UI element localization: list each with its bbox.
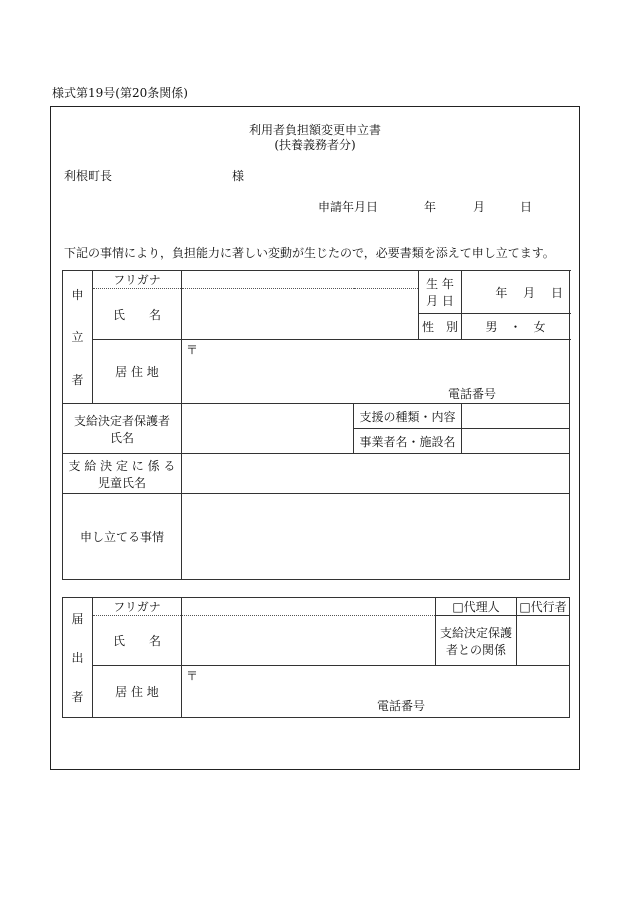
applicant-address-label: 居 住 地 <box>93 340 182 404</box>
child-name-field[interactable] <box>182 454 570 494</box>
applicant-name-field[interactable] <box>182 289 419 340</box>
notifier-address-field[interactable] <box>182 666 570 718</box>
notifier-furigana-label: フリガナ <box>93 598 182 616</box>
intro-text: 下記の事情により，負担能力に著しい変動が生じたので，必要書類を添えて申し立てます。 <box>64 246 555 260</box>
relation-label: 支給決定保護 者との関係 <box>436 616 517 666</box>
provider-label: 事業者名・施設名 <box>354 429 462 454</box>
date-month: 月 <box>473 200 486 214</box>
gender-label: 性 別 <box>419 314 462 340</box>
date-label: 申請年月日 <box>318 200 379 214</box>
support-type-label: 支援の種類・内容 <box>354 404 462 429</box>
circumstances-field[interactable] <box>182 494 570 580</box>
form-subtitle: (扶養義務者分) <box>274 138 356 152</box>
applicant-furigana-field[interactable] <box>182 271 419 289</box>
provider-field[interactable] <box>462 429 570 454</box>
applicant-phone-label: 電話番号 <box>448 387 497 401</box>
circumstances-label: 申し立てる事情 <box>63 494 182 580</box>
birth-date-field[interactable]: 年 月 日 <box>462 271 570 314</box>
date-day: 日 <box>520 200 533 214</box>
child-name-label: 支 給 決 定 に 係 る 児童氏名 <box>63 454 182 494</box>
form-number: 様式第19号(第20条関係) <box>52 86 188 100</box>
notifier-name-field[interactable] <box>182 616 436 666</box>
support-type-field[interactable] <box>462 404 570 429</box>
notifier-section-label: 届 出 者 <box>63 598 93 718</box>
applicant-section-label: 申 立 者 <box>63 271 93 404</box>
notifier-phone-label: 電話番号 <box>377 699 426 713</box>
gender-field[interactable]: 男 ・ 女 <box>462 314 570 340</box>
applicant-table <box>62 270 570 580</box>
notifier-address-label: 居 住 地 <box>93 666 182 718</box>
applicant-address-field[interactable] <box>182 340 570 404</box>
date-year: 年 <box>424 200 437 214</box>
notifier-name-label: 氏 名 <box>93 616 182 666</box>
notifier-table <box>62 597 570 718</box>
proxy-checkbox[interactable]: □代行者 <box>517 598 570 616</box>
agent-checkbox[interactable]: □代理人 <box>436 598 517 616</box>
guardian-name-field[interactable] <box>182 404 354 454</box>
applicant-name-label: 氏 名 <box>93 289 182 340</box>
applicant-furigana-label: フリガナ <box>93 271 182 289</box>
addressee: 利根町長 <box>64 169 113 183</box>
notifier-furigana-field[interactable] <box>182 598 436 616</box>
guardian-name-label: 支給決定者保護者 氏名 <box>63 404 182 454</box>
form-title: 利用者負担額変更申立書 <box>248 123 381 137</box>
honorific: 様 <box>232 169 245 183</box>
birth-date-label: 生 年 月 日 <box>419 271 462 314</box>
notifier-postal-mark: 〒 <box>186 669 199 683</box>
postal-mark: 〒 <box>186 343 199 357</box>
relation-field[interactable] <box>517 616 570 666</box>
